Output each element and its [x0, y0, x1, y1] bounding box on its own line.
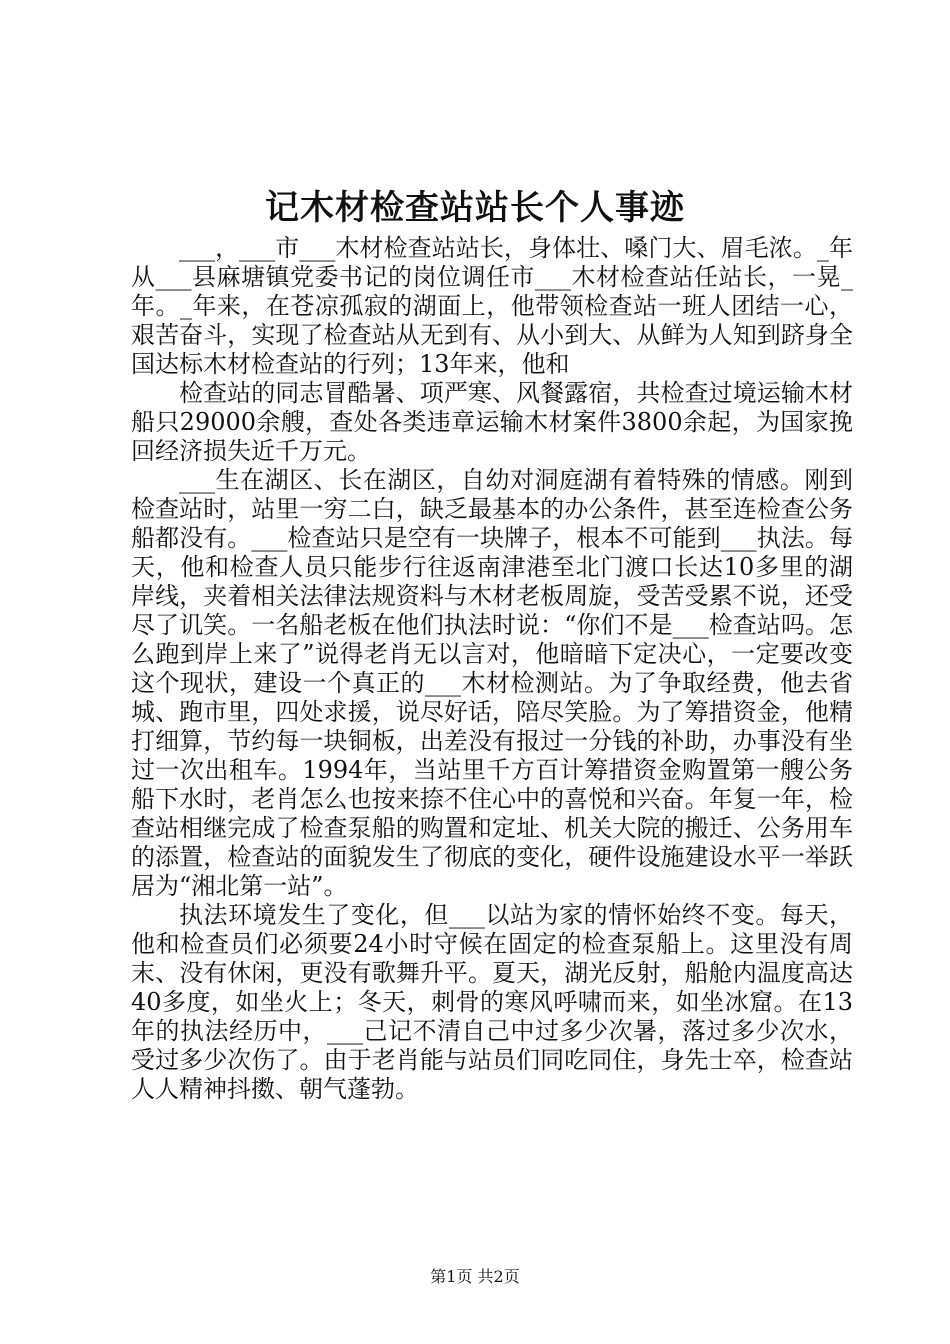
- paragraph: ___，___市___木材检查站站长，身体壮、嗓门大、眉毛浓。_年从___县麻塘镇党委书记的岗位调任市___木材检查站任站长，一晃_年。_年来，在苍凉孤寂的湖面上，他带领检查站一班人团结一心，艰苦奋斗，实现了检查站从无到有、从小到大、从鲜为人知到跻身全国达标木材检查站的行列；13年来，他和: [131, 234, 853, 378]
- document-body: [131, 234, 853, 1104]
- paragraph: 执法环境发生了变化，但___以站为家的情怀始终不变。每天，他和检查员们必须要24小时守候在固定的检查泵船上。这里没有周末、没有休闲，更没有歌舞升平。夏天，湖光反射，船舱内温度高达40多度，如坐火上；冬天，刺骨的寒风呼啸而来，如坐冰窟。在13年的执法经历中，___己记不清自己中过多少次暑，落过多少次水，受过多少次伤了。由于老肖能与站员们同吃同住，身先士卒，检查站人人精神抖擞、朝气蓬勃。: [131, 901, 853, 1103]
- paragraph: 检查站的同志冒酷暑、项严寒、风餐露宿，共检查过境运输木材船只29000余艘，查处各类违章运输木材案件3800余起，为国家挽回经济损失近千万元。: [131, 379, 853, 465]
- page-number-footer: 第1页 共2页: [430, 1267, 520, 1286]
- document-title: 记木材检查站站长个人事迹: [265, 188, 685, 228]
- paragraph: ___生在湖区、长在湖区，自幼对洞庭湖有着特殊的情感。刚到检查站时，站里一穷二白，缺乏最基本的办公条件，甚至连检查公务船都没有。___检查站只是空有一块牌子，根本不可能到___执法。每天，他和检查人员只能步行往返南津港至北门渡口长达10多里的湖岸线，夹着相关法律法规资料与木材老板周旋，受苦受累不说，还受尽了讥笑。一名船老板在他们执法时说：“你们不是___检查站吗。怎么跑到岸上来了”说得老肖无以言对，他暗暗下定决心，一定要改变这个现状，建设一个真正的___木材检测站。为了争取经费，他去省城、跑市里，四处求援，说尽好话，陪尽笑脸。为了筹措资金，他精打细算，节约每一块铜板，出差没有报过一分钱的补助，办事没有坐过一次出租车。1994年，当站里千方百计筹措资金购置第一艘公务船下水时，老肖怎么也按来捺不住心中的喜悦和兴奋。年复一年，检查站相继完成了检查泵船的购置和定址、机关大院的搬迁、公务用车的添置，检查站的面貌发生了彻底的变化，硬件设施建设水平一举跃居为“湘北第一站”。: [131, 466, 853, 900]
